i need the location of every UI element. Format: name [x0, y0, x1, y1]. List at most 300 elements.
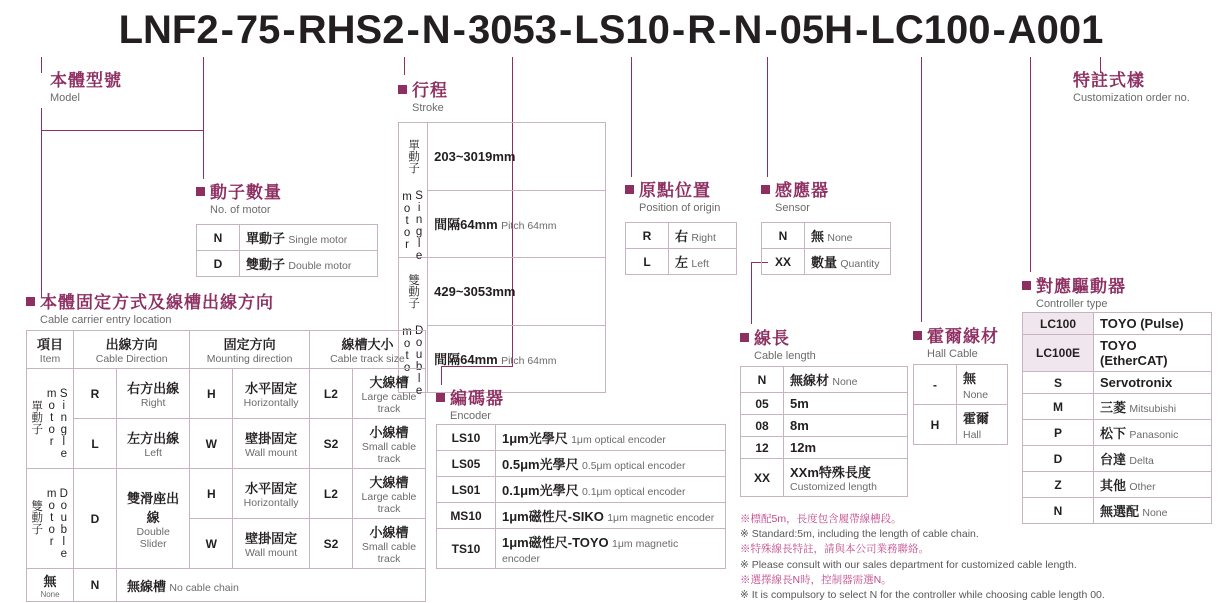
- section-cable-length-title: 線長: [754, 329, 790, 348]
- encoder-desc-en: 1μm magnetic encoder: [502, 538, 679, 565]
- pn-seg-0: LNF2: [118, 8, 219, 52]
- table-row: [399, 258, 606, 326]
- controller-desc-zh: 松下: [1100, 426, 1127, 441]
- controller-desc-zh: 台達: [1100, 452, 1127, 467]
- leader-line: [1030, 57, 1031, 272]
- leader-line: [751, 262, 752, 324]
- cable-dir-desc: [117, 419, 190, 469]
- hall-cable-desc: [957, 365, 1008, 405]
- section-sensor: [761, 176, 829, 214]
- col-header-direction-zh: 出線方向: [105, 337, 158, 352]
- mount-code: W: [190, 519, 233, 569]
- encoder-desc: [496, 529, 726, 569]
- cable-dir-desc-zh: 左方出線: [127, 431, 180, 446]
- encoder-desc: [496, 425, 726, 451]
- encoder-desc: [496, 477, 726, 503]
- motor-qty-code: D: [197, 251, 240, 277]
- encoder-desc-zh: 1μm磁性尺-SIKO: [502, 509, 604, 524]
- controller-code: S: [1023, 372, 1094, 394]
- hall-cable-desc-en: Hall: [963, 429, 982, 441]
- table-row: [762, 223, 891, 249]
- note-line: ※ Please consult with our sales department for customized cable length.: [740, 558, 1077, 571]
- leader-line: [203, 57, 204, 179]
- pn-seg-8: 05H: [779, 8, 854, 52]
- mount-desc: [233, 419, 310, 469]
- leader-line: [41, 57, 42, 73]
- hall-cable-desc-en: None: [963, 389, 989, 401]
- size-desc: [352, 419, 425, 469]
- controller-desc-zh: TOYO (Pulse): [1100, 316, 1184, 331]
- section-origin: [625, 176, 720, 214]
- controller-desc-en: Panasonic: [1129, 429, 1179, 441]
- col-header-mounting-zh: 固定方向: [223, 337, 276, 352]
- group-label-none-zh: 無: [43, 574, 57, 589]
- pn-dash: -: [671, 8, 686, 52]
- controller-code: LC100: [1023, 313, 1094, 335]
- col-header-mounting: [190, 331, 310, 369]
- origin-desc: [669, 249, 737, 275]
- stroke-table: [398, 122, 606, 397]
- cable-length-desc-zh: 無線材: [790, 373, 830, 388]
- section-cable-entry: [26, 288, 274, 326]
- bullet-square-icon: [625, 185, 634, 194]
- table-row: [437, 477, 726, 503]
- mount-desc-en: Horizontally: [243, 497, 299, 509]
- stroke-group-label-single: [399, 123, 428, 262]
- controller-desc-en: Mitsubishi: [1129, 403, 1177, 415]
- hall-cable-desc-zh: 無: [963, 371, 977, 386]
- encoder-desc: [496, 451, 726, 477]
- leader-line: [404, 57, 405, 75]
- motor-qty-desc-en: Single motor: [288, 234, 348, 246]
- leader-line: [631, 57, 632, 177]
- bullet-square-icon: [913, 331, 922, 340]
- mount-desc-zh: 水平固定: [245, 481, 298, 496]
- sensor-desc: [805, 249, 891, 275]
- stroke-range: [428, 258, 606, 326]
- controller-desc: [1094, 335, 1212, 372]
- stroke-range: [428, 123, 606, 191]
- col-header-item: [27, 331, 74, 369]
- encoder-code: LS01: [437, 477, 496, 503]
- section-stroke-title: 行程: [412, 81, 448, 100]
- controller-code: D: [1023, 446, 1094, 472]
- table-row: [197, 251, 378, 277]
- table-row: [27, 369, 426, 419]
- mount-desc-zh: 壁掛固定: [245, 531, 298, 546]
- size-code: L2: [309, 369, 352, 419]
- pn-dash: -: [718, 8, 732, 52]
- encoder-desc-en: 0.5μm optical encoder: [581, 460, 686, 472]
- section-controller-title: 對應驅動器: [1036, 277, 1126, 296]
- mount-code: W: [190, 419, 233, 469]
- controller-code: Z: [1023, 472, 1094, 498]
- encoder-desc-zh: 0.1μm光學尺: [502, 483, 579, 498]
- table-row: [399, 325, 606, 393]
- controller-desc: [1094, 420, 1212, 446]
- leader-line: [41, 108, 42, 298]
- stroke-pitch-en: Pitch 64mm: [501, 220, 557, 233]
- mount-desc-en: Horizontally: [243, 397, 299, 409]
- table-row: [437, 529, 726, 569]
- mount-desc: [233, 469, 310, 519]
- col-header-mounting-en: Mounting direction: [206, 353, 293, 365]
- section-customization: [1073, 66, 1190, 104]
- size-desc-en: Large cable track: [361, 491, 417, 515]
- origin-code: L: [626, 249, 669, 275]
- cable-length-desc: [784, 393, 908, 415]
- group-label-single-zh: 單動子: [30, 399, 43, 435]
- origin-desc-zh: 右: [675, 229, 689, 244]
- table-row: [741, 437, 908, 459]
- size-desc-zh: 大線槽: [369, 375, 409, 390]
- section-controller-subtitle: Controller type: [1036, 298, 1108, 310]
- controller-desc-zh: TOYO (EtherCAT): [1100, 338, 1168, 368]
- section-model-title: 本體型號: [50, 71, 122, 90]
- group-label-double-en: Double motor: [45, 488, 70, 560]
- controller-desc-en: Delta: [1129, 455, 1154, 467]
- size-desc-zh: 大線槽: [369, 475, 409, 490]
- controller-desc-zh: 三菱: [1100, 400, 1127, 415]
- origin-desc-zh: 左: [675, 255, 689, 270]
- cable-length-table: [740, 366, 908, 497]
- mount-desc-zh: 壁掛固定: [245, 431, 298, 446]
- sensor-table: [761, 222, 891, 275]
- motor-qty-desc-zh: 雙動子: [246, 257, 286, 272]
- size-code: S2: [309, 519, 352, 569]
- pn-dash: -: [452, 8, 466, 52]
- stroke-pitch-en: Pitch 64mm: [501, 355, 557, 368]
- table-header-row: [27, 331, 426, 369]
- table-row: [626, 249, 737, 275]
- section-motor-qty-subtitle: No. of motor: [210, 204, 271, 216]
- encoder-desc-zh: 1μm磁性尺-TOYO: [502, 535, 609, 550]
- motor-qty-desc-zh: 單動子: [246, 231, 286, 246]
- col-header-size-zh: 線槽大小: [341, 337, 394, 352]
- mount-desc-en: Wall mount: [245, 547, 298, 559]
- note-line: ※特殊線長特註，請與本公司業務聯絡。: [740, 543, 929, 556]
- cable-length-desc: [784, 415, 908, 437]
- mount-desc: [233, 369, 310, 419]
- col-header-direction-en: Cable Direction: [95, 353, 168, 365]
- stroke-pitch-zh: 間隔64mm: [434, 217, 498, 233]
- sensor-desc-en: Quantity: [840, 258, 880, 270]
- group-label-single-en: Single motor: [45, 388, 70, 460]
- size-desc-zh: 小線槽: [369, 425, 409, 440]
- table-row: [27, 569, 426, 602]
- section-motor-qty-title: 動子數量: [210, 183, 282, 202]
- cable-entry-table: [26, 330, 426, 602]
- bullet-square-icon: [196, 187, 205, 196]
- cable-length-notes: [740, 512, 1140, 603]
- stroke-pitch-zh: 間隔64mm: [434, 352, 498, 368]
- cable-dir-desc-en: Double Slider: [136, 525, 170, 550]
- table-row: [27, 419, 426, 469]
- cable-length-desc-zh: 8m: [790, 418, 809, 433]
- cable-length-desc: [784, 367, 908, 393]
- group-label-single: [27, 369, 74, 469]
- cable-dir-desc: [117, 469, 190, 569]
- sensor-desc-en: None: [827, 232, 853, 244]
- cable-dir-code: R: [74, 369, 117, 419]
- none-code: N: [74, 569, 117, 602]
- cable-length-desc-zh: XXm特殊長度: [790, 465, 871, 480]
- motor-qty-desc: [240, 225, 378, 251]
- table-row: [27, 469, 426, 519]
- cable-dir-desc-en: Left: [144, 447, 162, 459]
- pn-dash: -: [992, 8, 1006, 52]
- table-row: [437, 451, 726, 477]
- pn-dash: -: [558, 8, 573, 52]
- encoder-desc-en: 0.1μm optical encoder: [581, 486, 686, 498]
- note-line: ※選擇線長N時，控制器需選N。: [740, 573, 892, 586]
- controller-desc: [1094, 394, 1212, 420]
- table-row: [626, 223, 737, 249]
- cable-length-desc-en: None: [832, 376, 858, 388]
- table-row: [1023, 394, 1212, 420]
- size-desc: [352, 369, 425, 419]
- pn-dash: -: [406, 8, 420, 52]
- section-model: [50, 66, 122, 104]
- bullet-square-icon: [398, 85, 407, 94]
- stroke-pitch: [428, 325, 606, 393]
- stroke-group-label-single-en: Single motor: [401, 190, 426, 262]
- table-row: [399, 190, 606, 258]
- group-label-double: [27, 469, 74, 569]
- leader-line: [41, 130, 204, 131]
- pn-seg-6: R: [687, 8, 717, 52]
- cable-length-desc: [784, 459, 908, 497]
- table-row: [741, 459, 908, 497]
- origin-table: [625, 222, 737, 275]
- cable-length-code: 05: [741, 393, 784, 415]
- controller-desc: [1094, 472, 1212, 498]
- section-controller: [1022, 272, 1126, 310]
- cable-dir-desc: [117, 369, 190, 419]
- controller-code: LC100E: [1023, 335, 1094, 372]
- cable-dir-code: L: [74, 419, 117, 469]
- motor-qty-desc: [240, 251, 378, 277]
- hall-cable-table: [913, 364, 1008, 445]
- size-desc-zh: 小線槽: [369, 525, 409, 540]
- cable-length-desc: [784, 437, 908, 459]
- leader-line: [921, 57, 922, 322]
- table-row: [197, 225, 378, 251]
- none-desc-en: No cable chain: [169, 581, 239, 594]
- controller-table: [1022, 312, 1212, 524]
- section-encoder-subtitle: Encoder: [450, 410, 491, 422]
- table-row: [741, 415, 908, 437]
- group-label-double-zh: 雙動子: [30, 499, 43, 535]
- table-row: [741, 367, 908, 393]
- stroke-range-value: 203~3019mm: [434, 148, 516, 164]
- size-desc: [352, 469, 425, 519]
- cable-length-desc-zh: 12m: [790, 440, 817, 455]
- section-model-subtitle: Model: [50, 92, 80, 104]
- leader-line: [767, 57, 768, 177]
- table-row: [437, 503, 726, 529]
- size-desc-en: Small cable track: [361, 441, 417, 465]
- motor-qty-code: N: [197, 225, 240, 251]
- pn-dash: -: [220, 8, 234, 52]
- hall-cable-code: -: [914, 365, 957, 405]
- section-customization-title: 特註式樣: [1073, 71, 1145, 90]
- encoder-desc-zh: 0.5μm光學尺: [502, 457, 579, 472]
- mount-desc: [233, 519, 310, 569]
- table-row: [1023, 313, 1212, 335]
- section-encoder: [436, 384, 504, 422]
- controller-desc: [1094, 313, 1212, 335]
- hall-cable-code: H: [914, 405, 957, 445]
- origin-desc-en: Right: [691, 232, 716, 244]
- stroke-pitch: [428, 190, 606, 258]
- size-desc-en: Small cable track: [361, 541, 417, 565]
- controller-desc: [1094, 446, 1212, 472]
- size-desc: [352, 519, 425, 569]
- none-desc: [117, 569, 426, 602]
- cable-length-code: XX: [741, 459, 784, 497]
- controller-desc-zh: Servotronix: [1100, 375, 1173, 390]
- section-hall-cable-title: 霍爾線材: [927, 327, 999, 346]
- section-hall-cable: [913, 322, 999, 360]
- controller-desc: [1094, 498, 1212, 524]
- cable-dir-code: D: [74, 469, 117, 569]
- section-origin-title: 原點位置: [639, 181, 711, 200]
- controller-code: M: [1023, 394, 1094, 420]
- controller-code: N: [1023, 498, 1094, 524]
- table-row: [437, 425, 726, 451]
- hall-cable-desc: [957, 405, 1008, 445]
- bullet-square-icon: [436, 393, 445, 402]
- table-row: [914, 365, 1008, 405]
- bullet-square-icon: [740, 333, 749, 342]
- pn-seg-5: LS10: [574, 8, 670, 52]
- stroke-range-value: 429~3053mm: [434, 283, 516, 299]
- controller-desc-zh: 其他: [1100, 478, 1127, 493]
- cable-length-desc-zh: 5m: [790, 396, 809, 411]
- pn-seg-4: 3053: [467, 8, 557, 52]
- bullet-square-icon: [26, 297, 35, 306]
- encoder-code: TS10: [437, 529, 496, 569]
- pn-seg-2: RHS2: [297, 8, 405, 52]
- table-row: [1023, 446, 1212, 472]
- cable-dir-desc-en: Right: [140, 397, 166, 409]
- col-header-item-zh: 項目: [36, 337, 63, 352]
- mount-code: H: [190, 469, 233, 519]
- size-code: S2: [309, 419, 352, 469]
- pn-seg-10: A001: [1007, 8, 1104, 52]
- part-number: [0, 8, 1222, 53]
- origin-desc: [669, 223, 737, 249]
- cable-length-code: 12: [741, 437, 784, 459]
- table-row: [1023, 335, 1212, 372]
- group-label-none: [27, 569, 74, 602]
- mount-desc-en: Wall mount: [245, 447, 298, 459]
- cable-length-desc-en: Customized length: [790, 481, 877, 493]
- encoder-desc: [496, 503, 726, 529]
- none-desc-zh: 無線槽: [127, 578, 167, 594]
- table-row: [1023, 498, 1212, 524]
- section-cable-length-subtitle: Cable length: [754, 350, 816, 362]
- section-sensor-title: 感應器: [775, 181, 829, 200]
- sensor-desc-zh: 數量: [811, 255, 838, 270]
- section-cable-entry-subtitle: Cable carrier entry location: [40, 314, 172, 326]
- cable-length-code: 08: [741, 415, 784, 437]
- section-encoder-title: 編碼器: [450, 389, 504, 408]
- origin-code: R: [626, 223, 669, 249]
- controller-desc-en: Other: [1129, 481, 1156, 493]
- controller-desc-zh: 無選配: [1100, 504, 1140, 519]
- note-line: ※ It is compulsory to select N for the controller while choosing cable length 00.: [740, 589, 1105, 602]
- cable-dir-desc-zh: 右方出線: [127, 381, 180, 396]
- section-cable-entry-title: 本體固定方式及線槽出線方向: [40, 293, 274, 312]
- section-stroke: [398, 76, 448, 114]
- sensor-code: XX: [762, 249, 805, 275]
- motor-qty-desc-en: Double motor: [288, 260, 352, 272]
- section-customization-subtitle: Customization order no.: [1073, 92, 1190, 104]
- encoder-code: LS05: [437, 451, 496, 477]
- mount-code: H: [190, 369, 233, 419]
- size-desc-en: Large cable track: [361, 391, 417, 415]
- bullet-square-icon: [1022, 281, 1031, 290]
- cable-dir-desc-zh: 雙滑座出線: [127, 490, 180, 525]
- group-label-none-en: None: [40, 590, 60, 599]
- pn-seg-9: LC100: [870, 8, 991, 52]
- pn-seg-3: N: [421, 8, 451, 52]
- pn-dash: -: [282, 8, 296, 52]
- cable-length-code: N: [741, 367, 784, 393]
- table-row: [1023, 472, 1212, 498]
- section-motor-qty: [196, 178, 282, 216]
- col-header-size-en: Cable track size: [330, 353, 405, 365]
- controller-code: P: [1023, 420, 1094, 446]
- mount-desc-zh: 水平固定: [245, 381, 298, 396]
- section-stroke-subtitle: Stroke: [412, 102, 444, 114]
- controller-desc-en: None: [1142, 507, 1168, 519]
- col-header-size: [309, 331, 425, 369]
- encoder-desc-en: 1μm optical encoder: [571, 434, 666, 446]
- pn-dash: -: [764, 8, 778, 52]
- sensor-desc-zh: 無: [811, 229, 825, 244]
- table-row: [741, 393, 908, 415]
- stroke-group-label-double-zh: 雙動子: [407, 273, 420, 309]
- col-header-direction: [74, 331, 190, 369]
- section-cable-length: [740, 324, 816, 362]
- encoder-code: MS10: [437, 503, 496, 529]
- sensor-code: N: [762, 223, 805, 249]
- note-line: ※ Standard:5m, including the length of cable chain.: [740, 528, 979, 541]
- controller-desc: [1094, 372, 1212, 394]
- table-row: [399, 123, 606, 191]
- table-row: [1023, 420, 1212, 446]
- table-row: [762, 249, 891, 275]
- pn-dash: -: [855, 8, 869, 52]
- section-sensor-subtitle: Sensor: [775, 202, 810, 214]
- section-origin-subtitle: Position of origin: [639, 202, 721, 214]
- note-line: ※標配5m，長度包含履帶線槽段。: [740, 513, 902, 525]
- bullet-square-icon: [761, 185, 770, 194]
- motor-qty-table: [196, 224, 378, 277]
- size-code: L2: [309, 469, 352, 519]
- sensor-desc: [805, 223, 891, 249]
- hall-cable-desc-zh: 霍爾: [963, 411, 990, 426]
- encoder-desc-zh: 1μm光學尺: [502, 431, 568, 446]
- pn-seg-7: N: [733, 8, 763, 52]
- encoder-table: [436, 424, 726, 569]
- encoder-desc-en: 1μm magnetic encoder: [607, 512, 715, 524]
- section-hall-cable-subtitle: Hall Cable: [927, 348, 978, 360]
- encoder-code: LS10: [437, 425, 496, 451]
